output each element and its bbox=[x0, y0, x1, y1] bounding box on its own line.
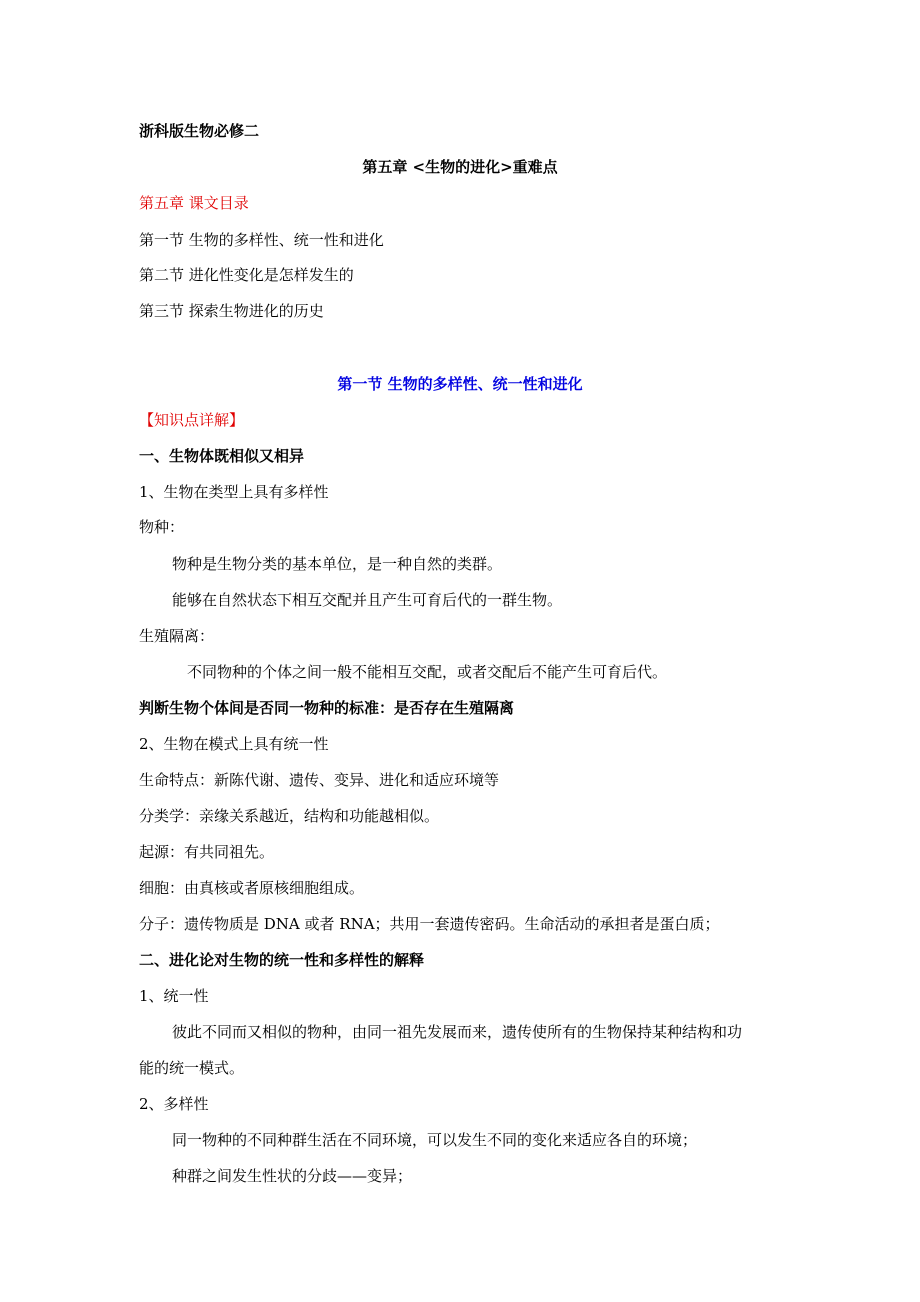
species-label: 物种： bbox=[139, 518, 185, 536]
section-title: 第一节 生物的多样性、统一性和进化 bbox=[337, 375, 583, 393]
diversity-text-2: 种群之间发生性状的分歧——变异； bbox=[172, 1167, 413, 1185]
diversity-title: 2、多样性 bbox=[139, 1095, 209, 1113]
life-characteristics: 生命特点：新陈代谢、遗传、变异、进化和适应环境等 bbox=[139, 771, 500, 789]
toc-item-3: 第三节 探索生物进化的历史 bbox=[139, 302, 324, 320]
isolation-definition: 不同物种的个体之间一般不能相互交配，或者交配后不能产生可育后代。 bbox=[187, 663, 668, 681]
species-definition-2: 能够在自然状态下相互交配并且产生可育后代的一群生物。 bbox=[172, 591, 563, 609]
molecule-text: 分子：遗传物质是 DNA 或者 RNA；共用一套遗传密码。生命活动的承担者是蛋白质； bbox=[139, 915, 720, 933]
diversity-text-1: 同一物种的不同种群生活在不同环境，可以发生不同的变化来适应各自的环境； bbox=[172, 1131, 698, 1149]
toc-item-1: 第一节 生物的多样性、统一性和进化 bbox=[139, 231, 384, 249]
sub2-title: 2、生物在模式上具有统一性 bbox=[139, 735, 329, 753]
part2-heading: 二、进化论对生物的统一性和多样性的解释 bbox=[139, 951, 425, 969]
sub1-title: 1、生物在类型上具有多样性 bbox=[139, 483, 329, 501]
cell-text: 细胞：由真核或者原核细胞组成。 bbox=[139, 879, 365, 897]
knowledge-label: 【知识点详解】 bbox=[139, 411, 245, 429]
taxonomy-text: 分类学：亲缘关系越近，结构和功能越相似。 bbox=[139, 807, 440, 825]
origin-text: 起源：有共同祖先。 bbox=[139, 843, 275, 861]
toc-item-2: 第二节 进化性变化是怎样发生的 bbox=[139, 266, 354, 284]
species-definition-1: 物种是生物分类的基本单位，是一种自然的类群。 bbox=[172, 555, 503, 573]
isolation-label: 生殖隔离： bbox=[139, 627, 215, 645]
part1-heading: 一、生物体既相似又相异 bbox=[139, 447, 305, 465]
book-title: 浙科版生物必修二 bbox=[139, 122, 260, 140]
species-criterion: 判断生物个体间是否同一物种的标准：是否存在生殖隔离 bbox=[139, 699, 515, 717]
unity-text-line-2: 能的统一模式。 bbox=[139, 1059, 245, 1077]
unity-title: 1、统一性 bbox=[139, 987, 209, 1005]
toc-title: 第五章 课文目录 bbox=[139, 194, 249, 212]
chapter-heading: 第五章 <生物的进化>重难点 bbox=[362, 158, 558, 176]
unity-text-line-1: 彼此不同而又相似的物种，由同一祖先发展而来，遗传使所有的生物保持某种结构和功 bbox=[172, 1023, 743, 1041]
